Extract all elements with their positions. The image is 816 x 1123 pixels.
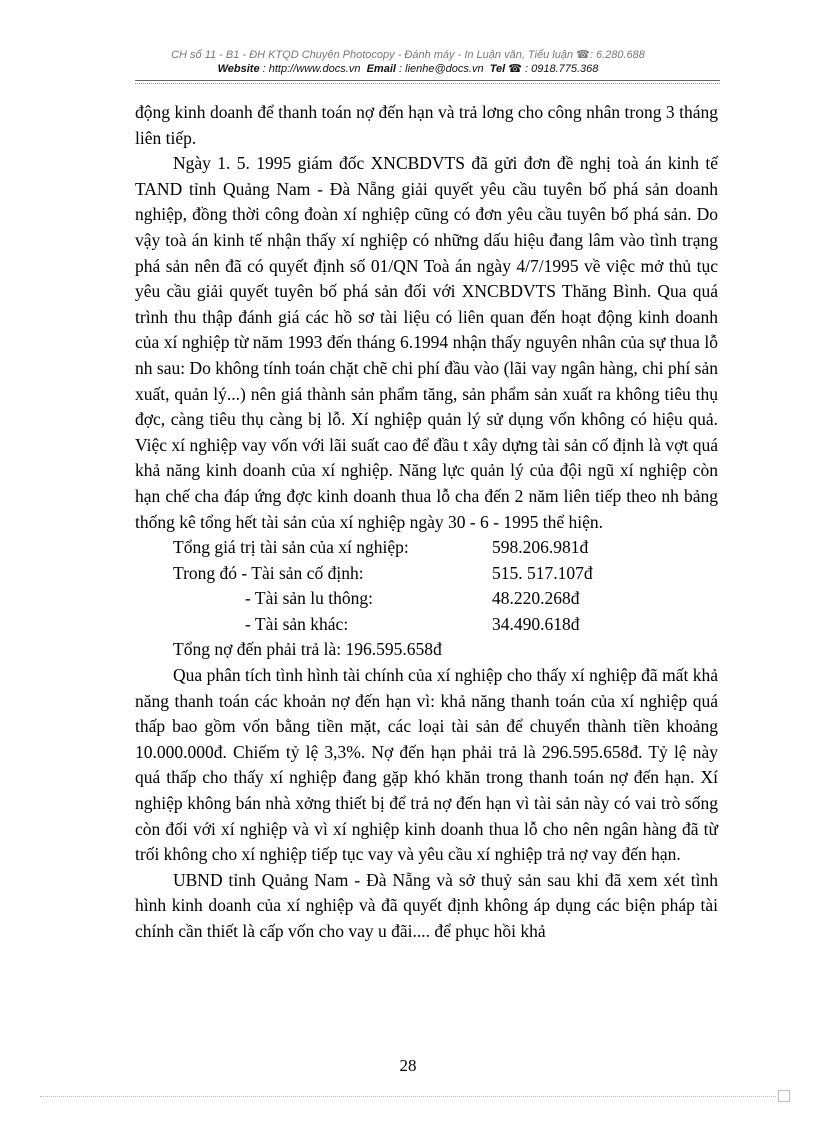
asset-value: 515. 517.107đ [492, 562, 593, 583]
paragraph-financial-analysis: Qua phân tích tình hình tài chính của xí nghiệp cho thấy xí nghiệp đã mất khả năng thanh toán các khoản nợ đến hạn vì: khả năng thanh toán của xí nghiệp quá thấp bao gồm vốn bằng tiền mặt, các loại tài sản để chuyển thành tiền khoảng 10.000.000đ. Chiếm tỷ lệ 3,3%. Nợ đến hạn phải trả là 296.595.658đ. Tỷ lệ này quá thấp cho thấy xí nghiệp đang gặp khó khăn trong thanh toán nợ đến hạn. Xí nghiệp không bán nhà xởng thiết bị để trả nợ đến hạn vì tài sản này có vai trò sống còn đối với xí nghiệp và vì xí nghiệp kinh doanh thua lỗ cho nên ngân hàng đã từ trối không cho xí nghiệp tiếp tục vay và yêu cầu xí nghiệp trả nợ vay đến hạn. [135, 665, 718, 865]
asset-table [135, 535, 718, 663]
header-rule [135, 80, 720, 81]
page-number: 28 [399, 1056, 417, 1075]
paragraph-bankruptcy-filing: Ngày 1. 5. 1995 giám đốc XNCBDVTS đã gửi đơn đề nghị toà án kinh tế TAND tỉnh Quảng Nam - Đà Nẵng giải quyết yêu cầu tuyên bố phá sản doanh nghiệp, đồng thời công đoàn xí nghiệp cũng có đơn yêu cầu tuyên bố phá sản. Do vậy toà án kinh tế nhận thấy xí nghiệp có những dấu hiệu đang lâm vào tình trạng phá sản nên đã có quyết định số 01/QN Toà án ngày 4/7/1995 về việc mở thủ tục yêu cầu giải quyết tuyên bố phá sản đối với XNCBDVTS Thăng Bình. Qua quá trình thu thập đánh giá các hồ sơ tài liệu có liên quan đến hoạt động kinh doanh của xí nghiệp từ năm 1993 đến tháng 6.1994 nhận thấy nguyên nhân của sự thua lỗ nh sau: Do không tính toán chặt chẽ chi phí đầu vào (lãi vay ngân hàng, chi phí sản xuất, quản lý...) nên giá thành sản phẩm tăng, sản phẩm sản xuất ra không tiêu thụ đợc, càng tiêu thụ càng bị lỗ. Xí nghiệp quản lý sử dụng vốn không có hiệu quả. Việc xí nghiệp vay vốn với lãi suất cao để đầu t xây dựng tài sản cố định là vợt quá khả năng kinh doanh của xí nghiệp. Năng lực quản lý của đội ngũ xí nghiệp còn hạn chế cha đáp ứng đợc kinh doanh thua lỗ cha đến 2 năm liên tiếp theo nh bảng thống kê tổng hết tài sản của xí nghiệp ngày 30 - 6 - 1995 thể hiện. [135, 153, 718, 532]
page-header [0, 48, 816, 76]
asset-row [135, 586, 718, 612]
asset-value: 34.490.618đ [492, 613, 580, 634]
header-rule-dotted [135, 83, 720, 84]
asset-row [135, 561, 718, 587]
paragraph-government-decision: UBND tỉnh Quảng Nam - Đà Nẵng và sở thuỷ sản sau khi đã xem xét tình hình kinh doanh của xí nghiệp và đã quyết định không áp dụng các biện pháp tài chính cần thiết là cấp vốn cho vay u đãi.... để phục hồi khả [135, 869, 718, 941]
header-shop-line: CH số 11 - B1 - ĐH KTQD Chuyên Photocopy - Đánh máy - In Luận văn, Tiểu luận ☎: 6.280.688 [171, 49, 645, 61]
asset-row [135, 612, 718, 638]
footer-corner-mark [778, 1090, 790, 1102]
asset-label: Tổng giá trị tài sản của xí nghiệp: [173, 537, 409, 558]
debt-total: Tổng nợ đến phải trả là: 196.595.658đ [173, 639, 442, 660]
asset-row [135, 535, 718, 561]
asset-label: Trong đó - Tài sản cố định: [173, 562, 364, 583]
footer-dotted-line [40, 1096, 776, 1097]
debt-row [135, 637, 718, 663]
asset-value: 598.206.981đ [492, 537, 589, 558]
website-link[interactable]: : http://www.docs.vn [262, 63, 361, 75]
page-body [135, 100, 718, 945]
asset-label: - Tài sản khác: [245, 613, 349, 634]
asset-label: - Tài sản lu thông: [245, 588, 373, 609]
tel-value: : 0918.775.368 [525, 63, 599, 75]
website-label: Website [217, 63, 260, 75]
paragraph-continuation: động kinh doanh để thanh toán nợ đến hạn và trả lơng cho công nhân trong 3 tháng liên tiếp. [135, 102, 718, 148]
tel-label: Tel ☎ [489, 63, 522, 75]
asset-value: 48.220.268đ [492, 588, 580, 609]
email-label: Email [366, 63, 396, 75]
email-link[interactable]: : lienhe@docs.vn [399, 63, 484, 75]
header-contact-line [0, 62, 816, 76]
